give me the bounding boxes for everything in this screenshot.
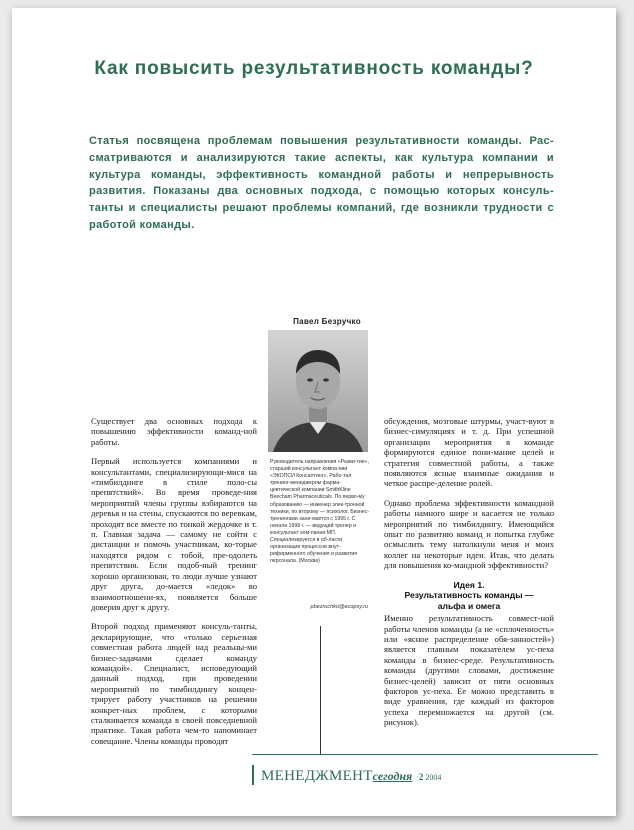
footer-rule: [252, 754, 598, 755]
author-bio: Руководитель направления «Разви-тие», старший консультант компа-нии «ЭКОПСИ Консалтинг». Рабо-тал тренинг-менеджером фарма-цевтической компании SmithKline Beecham Pharmaceuticals. По перво-му образованию — инженер элек-тронной техники, по второму — психолог. Бизнес-тренингами зани-мается с 1995 г. С начала 1998 г. — ведущий тренер и консультант ком-пании МП. Специализируется в об-ласти организации процессов внут-рифирменного обучения и развития персонала. (Москва): [270, 459, 370, 565]
footer: [261, 767, 441, 785]
section-heading: [384, 580, 554, 612]
author-photo: [268, 330, 368, 452]
section-heading-line: Идея 1.: [453, 579, 485, 590]
section-heading-line: альфа и омега: [437, 600, 501, 611]
issue-number: 2: [418, 772, 424, 782]
paragraph: Именно результативность совмест-ной работы членов команды (а не «сплоченность» или «ясное распределение обя-занностей») является главным показателем ус-пеха команды в бизнес-среде. Результативность команды (другими словами, достижение бизнес-целей) зависит от пяти основных факторов ус-пеха. Ее можно представить в виде уравнения, где каждый из факторов успеха перемножается на другой (см. рисунок).: [384, 613, 554, 728]
issue-info: [416, 773, 441, 782]
article-abstract: Статья посвящена проблемам повышения результативности команды. Рас-сматриваются и анализируются такие аспекты, как культура компании и культура команды, эффективность командной работы и непрерывность развития. Показаны два основных подхода, с помощью которых консуль-танты и специалисты решают проблемы компаний, где возникли трудности с работой команды.: [89, 135, 554, 231]
paragraph: Второй подход применяют консуль-танты, декларирующие, что «только серьезная совместная работа людей над реальны-ми бизнес-задачами сделает команду командой». Специалист, исповедующий данный подход, при проведении мероприятий по тимбилдингу концен-трирует работу участников на решении конкрет-ных проблем, с которыми сталкивается команда в своей повседневной практике. Такая работа чем-то напоминает совещание. Члены команды проводят: [91, 621, 257, 746]
paragraph: Первый используется компаниями и консультантами, специализирующи-мися на «тимбилдинге в стиле поло-сы препятствий». Во время проведе-ния мероприятий члены группы взбираются на деревья и на стены, спускаются по веревкам, проходят все вместе по тонкой жердочке и т. п. Главная задача — самому не сойти с дистанции и помочь участникам, ко-торые находятся рядом с тобой, пре-одолеть препятствия. Если подоб-ный тренинг хорошо организован, то люди лучше узнают друг друга, до-мается «ледок» во взаимоотношени-ях, появляется больше доверия друг к другу.: [91, 456, 257, 612]
paragraph: Существует два основных подхода к повышению эффективности команд-ной работы.: [91, 416, 257, 447]
magazine-page: [12, 8, 616, 816]
magazine-brand: МЕНЕДЖМЕНТ: [261, 768, 373, 784]
magazine-brand-italic: сегодня: [372, 769, 413, 783]
column-divider: [320, 626, 321, 754]
issue-prefix: ·: [416, 773, 419, 782]
paragraph: обсуждения, мозговые штурмы, участ-вуют в бизнес-симуляциях и т. д. При успешной организации мероприятия в команде формируются единое пони-мание целей и стратегия совместной работы, а также появляются ясные взаимные ожидания и четкое распре-деление ролей.: [384, 416, 554, 489]
paragraph: Однако проблема эффективности командной работы намного шире и касается не только мероприятий по тимбилдингу. Имеющийся опыт по развитию команд и попытка глубже осмыслить тему натолкнули меня и моих коллег на некоторые идеи. Итак, что делать для повышения ко-мандной эффективности?: [384, 497, 554, 571]
footer-bar: [252, 765, 254, 785]
section-heading-line: Результативность команды —: [404, 590, 534, 601]
right-column: [384, 416, 554, 737]
author-name: Павел Безручко: [293, 317, 361, 326]
issue-year: 2004: [425, 773, 442, 782]
article-title: Как повысить результативность команды?: [94, 58, 534, 79]
left-column: [91, 416, 257, 755]
author-email[interactable]: pbezruchko@ecopsy.ru: [310, 604, 368, 610]
